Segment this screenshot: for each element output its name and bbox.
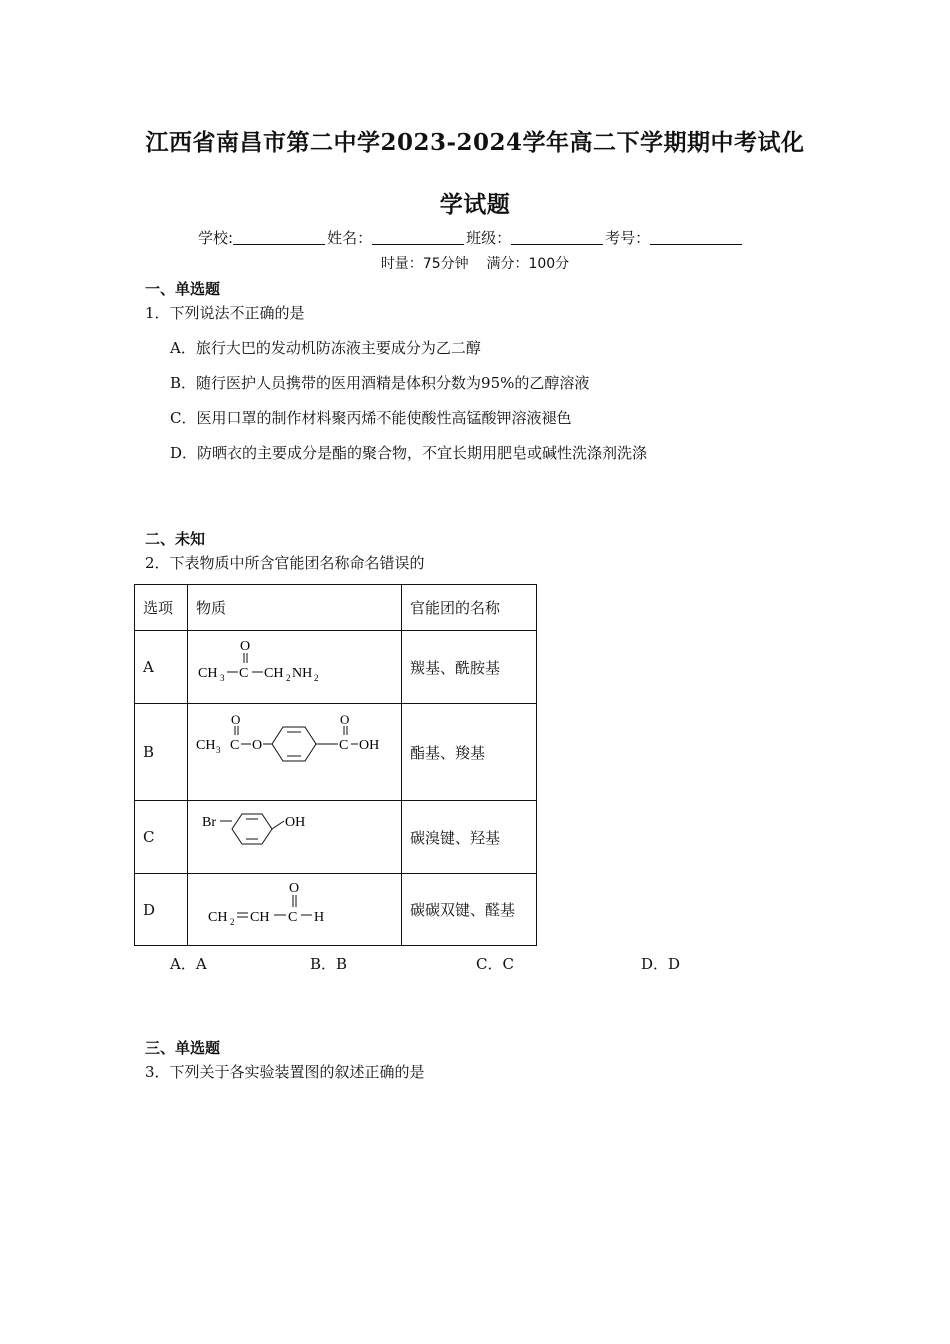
structure-c-image	[196, 806, 326, 864]
svg-text:C: C	[230, 738, 240, 753]
question-3-stem: 3．下列关于各实验装置图的叙述正确的是	[145, 1063, 425, 1081]
svg-text:Br: Br	[202, 815, 216, 830]
exam-no-label: 考号：	[605, 229, 651, 247]
svg-text:C: C	[339, 738, 349, 753]
table-header-cell: 官能团的名称	[402, 585, 537, 631]
groups-cell: 羰基、酰胺基	[402, 631, 537, 704]
svg-text:CH: CH	[208, 909, 228, 925]
svg-text:OH: OH	[359, 738, 380, 753]
table-row	[135, 801, 537, 874]
class-blank[interactable]	[511, 229, 603, 245]
school-blank[interactable]	[233, 229, 325, 245]
option-cell: C	[135, 801, 188, 874]
table-header-row	[135, 585, 537, 631]
table-row	[135, 631, 537, 704]
structure-cell	[188, 874, 402, 946]
svg-text:2: 2	[230, 916, 235, 927]
question-2-choice-c[interactable]: C．C	[476, 955, 514, 973]
svg-text:CH: CH	[196, 738, 216, 753]
table-row	[135, 874, 537, 946]
exam-no-blank[interactable]	[650, 229, 742, 245]
svg-text:O: O	[231, 715, 241, 727]
groups-cell: 碳溴键、羟基	[402, 801, 537, 874]
svg-text:O: O	[252, 738, 263, 753]
svg-text:O: O	[240, 639, 251, 654]
school-label: 学校:	[198, 229, 234, 247]
option-cell: A	[135, 631, 188, 704]
structure-cell	[188, 631, 402, 704]
svg-text:CH: CH	[198, 666, 218, 681]
structure-a-image	[196, 635, 346, 695]
question-1-option-c[interactable]: C．医用口罩的制作材料聚丙烯不能使酸性高锰酸钾溶液褪色	[170, 409, 572, 427]
structure-cell	[188, 801, 402, 874]
class-label: 班级：	[466, 229, 512, 247]
section-heading-2: 二、未知	[145, 530, 206, 548]
functional-group-table	[134, 584, 537, 946]
svg-text:OH: OH	[285, 815, 306, 830]
svg-text:CH: CH	[264, 666, 284, 681]
name-label: 姓名：	[327, 229, 373, 247]
svg-text:NH: NH	[292, 666, 313, 681]
question-1-option-b[interactable]: B．随行医护人员携带的医用酒精是体积分数为95%的乙醇溶液	[170, 374, 590, 392]
table-header-cell: 选项	[135, 585, 188, 631]
table-row	[135, 704, 537, 801]
svg-text:3: 3	[220, 673, 225, 683]
svg-text:2: 2	[314, 673, 319, 683]
svg-text:O: O	[289, 880, 300, 896]
question-2-choice-a[interactable]: A．A	[170, 955, 207, 973]
svg-text:H: H	[314, 909, 325, 925]
question-2-choice-d[interactable]: D．D	[641, 955, 681, 973]
svg-text:C: C	[239, 666, 249, 681]
question-2-choice-b[interactable]: B．B	[310, 955, 348, 973]
svg-text:CH: CH	[250, 909, 270, 925]
section-heading-1: 一、单选题	[145, 280, 221, 298]
structure-cell	[188, 704, 402, 801]
option-cell: B	[135, 704, 188, 801]
question-1-option-d[interactable]: D．防晒衣的主要成分是酯的聚合物，不宜长期用肥皂或碱性洗涤剂洗涤	[170, 444, 648, 462]
student-info-line	[198, 227, 744, 248]
question-1-stem: 1．下列说法不正确的是	[145, 304, 305, 322]
exam-meta	[0, 253, 950, 273]
structure-b-image	[196, 715, 391, 785]
section-heading-3: 三、单选题	[145, 1039, 221, 1057]
svg-text:2: 2	[286, 673, 291, 683]
time-limit: 时量：75分钟	[380, 256, 469, 272]
question-1-option-a[interactable]: A．旅行大巴的发动机防冻液主要成分为乙二醇	[170, 339, 481, 357]
structure-d-image	[196, 877, 336, 939]
name-blank[interactable]	[372, 229, 464, 245]
svg-text:O: O	[340, 715, 350, 727]
document-title-line1: 江西省南昌市第二中学2023-2024学年高二下学期期中考试化	[145, 129, 805, 156]
option-cell: D	[135, 874, 188, 946]
question-2-stem: 2．下表物质中所含官能团名称命名错误的	[145, 554, 425, 572]
groups-cell: 碳碳双键、醛基	[402, 874, 537, 946]
groups-cell: 酯基、羧基	[402, 704, 537, 801]
svg-text:C: C	[288, 909, 298, 925]
svg-text:3: 3	[216, 745, 221, 755]
document-title-line2: 学试题	[439, 191, 511, 218]
table-header-cell: 物质	[188, 585, 402, 631]
full-score: 满分：100分	[486, 256, 570, 272]
